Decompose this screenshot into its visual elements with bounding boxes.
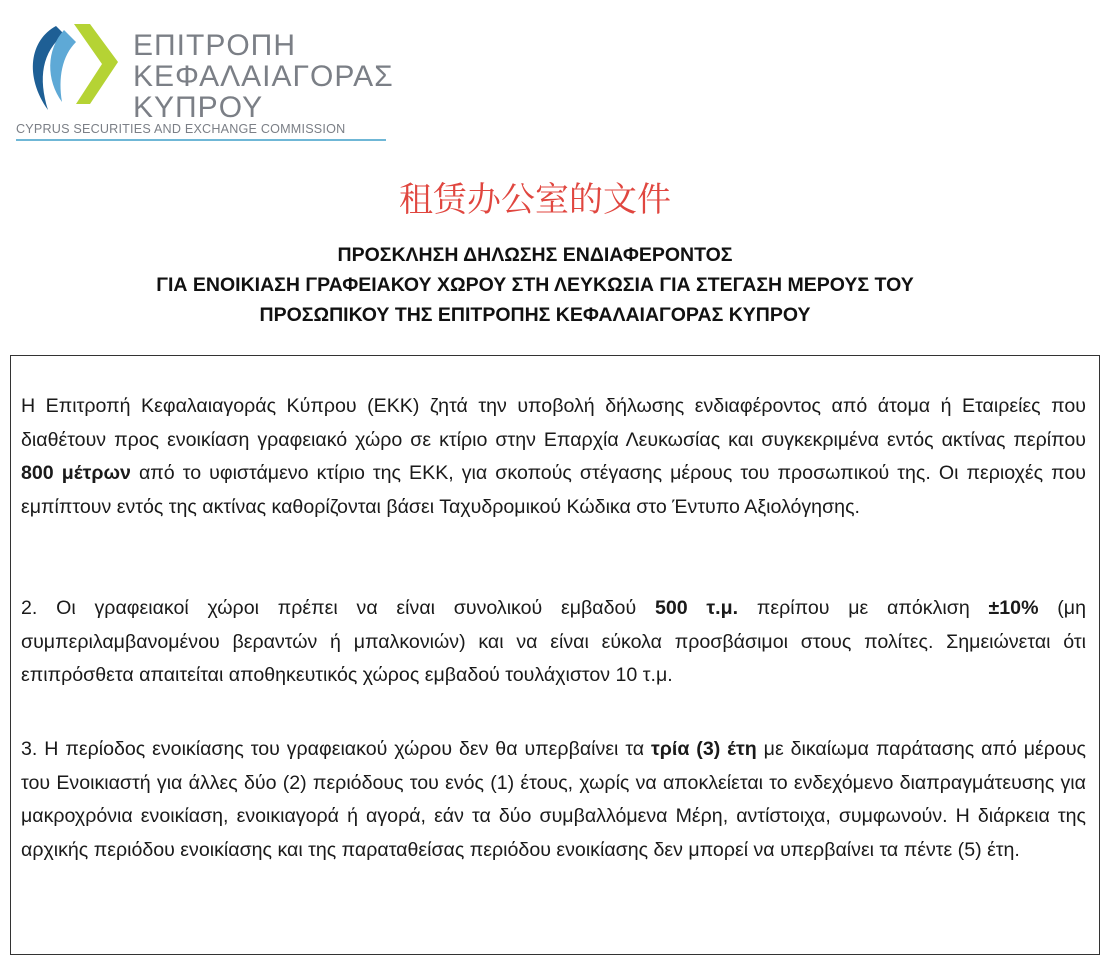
paragraph-1 (21, 390, 1086, 524)
p3-text-a: 3. Η περίοδος ενοικίασης του γραφειακού χώρου δεν θα υπερβαίνει τα (21, 738, 652, 760)
p2-text-a: 2. Οι γραφειακοί χώροι πρέπει να είναι συνολικού εμβαδού (21, 597, 655, 619)
logo-subtitle: CYPRUS SECURITIES AND EXCHANGE COMMISSION (16, 122, 346, 136)
p3-bold-term: τρία (3) έτη (651, 738, 757, 760)
p2-text-e: (μη συμπεριλαμβανομένου βεραντών ή μπαλκονιών) και να είναι εύκολα προσβάσιμοι στους πολίτες. Σημειώνεται ότι επιπρόσθετα απαιτείται αποθηκευτικός χώρος εμβαδού τουλάχιστον 10 τ.μ. (21, 597, 1086, 686)
document-heading (0, 240, 1070, 330)
heading-line-1: ΠΡΟΣΚΛΗΣΗ ΔΗΛΩΣΗΣ ΕΝΔΙΑΦΕΡΟΝΤΟΣ (337, 244, 733, 266)
p2-bold-area: 500 τ.μ. (654, 597, 739, 619)
logo-line-2: ΚΕΦΑΛΑΙΑΓΟΡΑΣ (133, 60, 394, 93)
p2-bold-deviation: ±10% (988, 597, 1039, 619)
chinese-annotation-title: 租赁办公室的文件 (399, 180, 671, 220)
logo-line-3: ΚΥΠΡΟΥ (133, 91, 264, 124)
paragraph-2 (21, 592, 1086, 693)
p2-text-c: περίπου με απόκλιση (738, 597, 989, 619)
cysec-logo-mark-icon (16, 18, 126, 118)
cysec-logo (16, 18, 396, 143)
logo-wordmark (133, 30, 394, 123)
p1-text-a: Η Επιτροπή Κεφαλαιαγοράς Κύπρου (ΕΚΚ) ζητά την υποβολή δήλωσης ενδιαφέροντος από άτομα ή Εταιρείες που διαθέτουν προς ενοικίαση γραφειακό χώρο σε κτίριο στην Επαρχία Λευκωσίας και συγκεκριμένα εντός ακτίνας περίπου (21, 395, 1086, 451)
paragraph-3 (21, 733, 1086, 867)
logo-underline (16, 139, 386, 141)
heading-line-2: ΓΙΑ ΕΝΟΙΚΙΑΣΗ ΓΡΑΦΕΙΑΚΟΥ ΧΩΡΟΥ ΣΤΗ ΛΕΥΚΩΣΙΑ ΓΙΑ ΣΤΕΓΑΣΗ ΜΕΡΟΥΣ ΤΟΥ (156, 274, 914, 296)
p1-bold-distance: 800 μέτρων (21, 462, 131, 484)
heading-line-3: ΠΡΟΣΩΠΙΚΟΥ ΤΗΣ ΕΠΙΤΡΟΠΗΣ ΚΕΦΑΛΑΙΑΓΟΡΑΣ ΚΥΠΡΟΥ (259, 304, 811, 326)
logo-line-1: ΕΠΙΤΡΟΠΗ (133, 29, 297, 62)
p1-text-c: από το υφιστάμενο κτίριο της ΕΚΚ, για σκοπούς στέγασης μέρους του προσωπικού της. Οι περιοχές που εμπίπτουν εντός της ακτίνας καθορίζονται βάσει Ταχυδρομικού Κώδικα στο Έντυπο Αξιολόγησης. (21, 462, 1086, 518)
p3-text-c: με δικαίωμα παράτασης από μέρους του Ενοικιαστή για άλλες δύο (2) περιόδους του ενός (1) έτους, χωρίς να αποκλείεται το ενδεχόμενο διαπραγμάτευσης για μακροχρόνια ενοικίαση, ενοικιαγορά ή αγορά, εάν τα δύο συμβαλλόμενα Μέρη, αντίστοιχα, συμφωνούν. Η διάρκεια της αρχικής περιόδου ενοικίασης και της παραταθείσας περιόδου ενοικίασης δεν μπορεί να υπερβαίνει τα πέντε (5) έτη. (21, 738, 1086, 861)
